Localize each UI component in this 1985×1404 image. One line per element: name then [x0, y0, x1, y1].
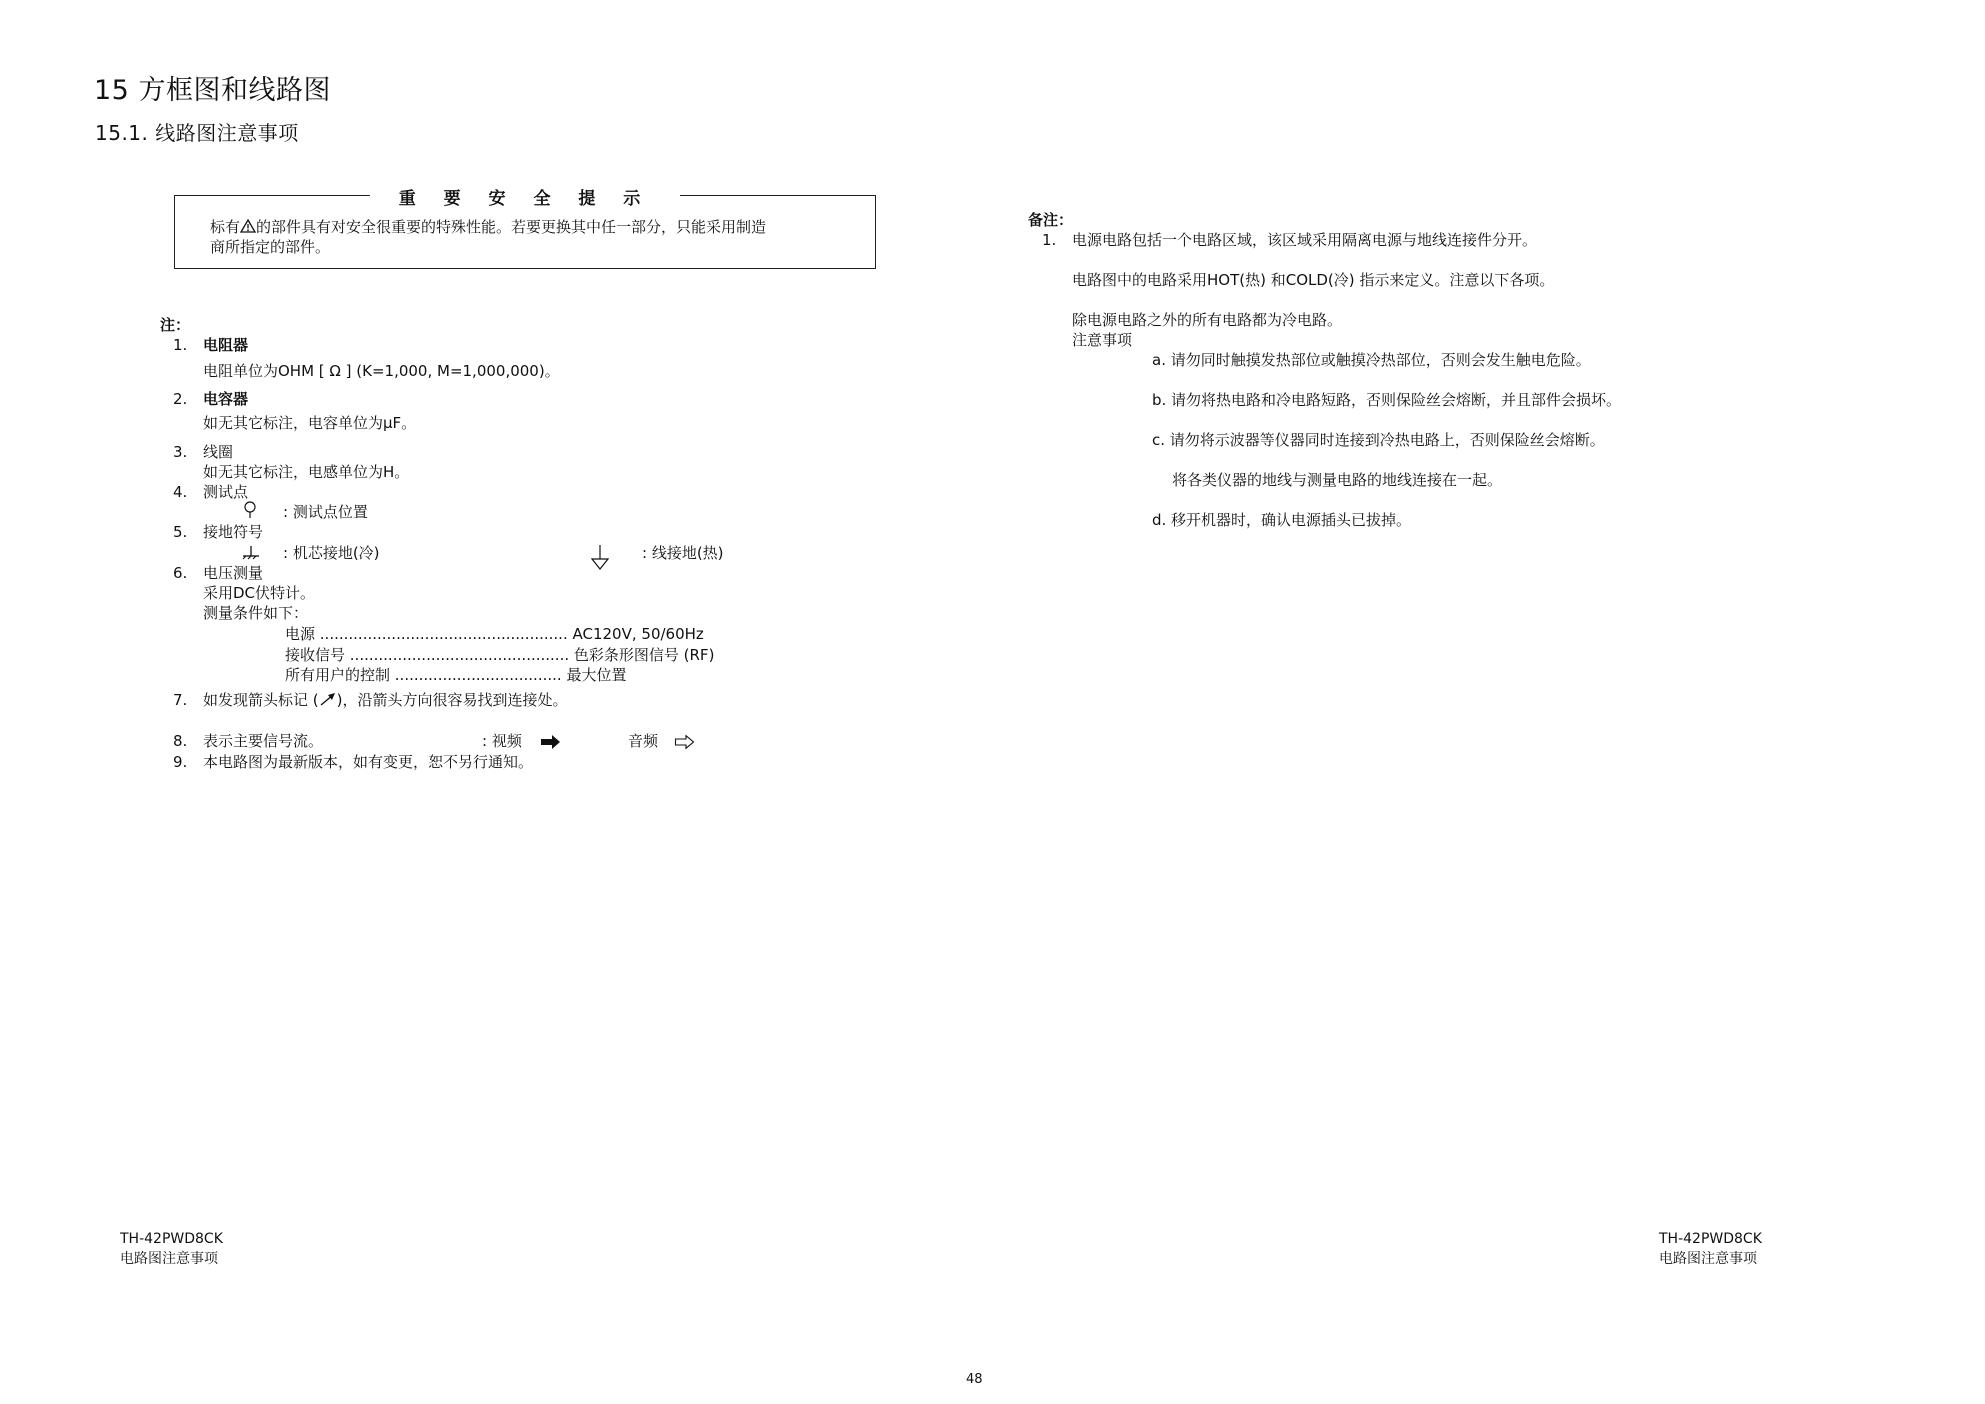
caution-a: a. 请勿同时触摸发热部位或触摸冷热部位，否则会发生触电危险。	[1152, 351, 1591, 369]
condition-value: 最大位置	[561, 666, 627, 684]
safety-notice-line2: 商所指定的部件。	[210, 238, 331, 256]
line-ground-icon	[590, 545, 610, 575]
remark-cold-circuits: 除电源电路之外的所有电路都为冷电路。	[1072, 311, 1343, 329]
video-arrow-icon	[541, 734, 561, 753]
section-title: 15.1. 线路图注意事项	[95, 121, 299, 145]
footer-model-right: TH-42PWD8CK	[1659, 1231, 1762, 1247]
coil-text: 如无其它标注，电感单位为H。	[203, 463, 410, 481]
note-number: 4.	[173, 483, 188, 501]
warning-triangle-icon	[240, 218, 256, 232]
footer-caption-right: 电路图注意事项	[1659, 1251, 1757, 1267]
chapter-title: 15 方框图和线路图	[94, 75, 331, 106]
signal-flow-text: 表示主要信号流。	[203, 732, 324, 750]
chassis-ground-text: : 机芯接地(冷)	[283, 544, 380, 562]
caution-b: b. 请勿将热电路和冷电路短路，否则保险丝会熔断，并且部件会损坏。	[1152, 391, 1622, 409]
arrow-mark-prefix: 如发现箭头标记 (	[203, 691, 319, 709]
revision-text: 本电路图为最新版本，如有变更，恕不另行通知。	[203, 753, 534, 771]
caution-c: c. 请勿将示波器等仪器同时连接到冷热电路上，否则保险丝会熔断。	[1152, 431, 1605, 449]
ground-title: 接地符号	[203, 523, 264, 541]
notes-heading: 注：	[160, 316, 191, 334]
condition-label: 接收信号	[285, 646, 346, 664]
remarks-heading: 备注：	[1028, 211, 1074, 229]
test-point-text: : 测试点位置	[283, 503, 368, 521]
note-number: 5.	[173, 523, 188, 541]
note-number: 8.	[173, 732, 188, 750]
safety-notice-title: 重 要 安 全 提 示	[370, 184, 680, 209]
condition-dots: ...................................	[390, 666, 562, 684]
arrow-mark-suffix: )，沿箭头方向很容易找到连接处。	[336, 691, 568, 709]
voltage-text-1: 采用DC伏特计。	[203, 584, 316, 602]
page-number: 48	[966, 1372, 983, 1387]
coil-title: 线圈	[203, 443, 234, 461]
line-ground-text: : 线接地(热)	[642, 544, 724, 562]
safety-line1-prefix: 标有	[210, 218, 241, 236]
condition-label: 所有用户的控制	[285, 666, 391, 684]
safety-line1-text: 的部件具有对安全很重要的特殊性能。若要更换其中任一部分，只能采用制造	[256, 218, 767, 236]
condition-row	[285, 645, 714, 665]
condition-dots: ..............................................	[345, 646, 570, 664]
diagonal-arrow-icon	[319, 691, 337, 705]
voltage-text-2: 测量条件如下：	[203, 604, 309, 622]
note-number: 7.	[173, 691, 188, 709]
condition-value: AC120V, 50/60Hz	[567, 625, 704, 643]
remark-power-circuit: 电源电路包括一个电路区域，该区域采用隔离电源与地线连接件分开。	[1072, 231, 1538, 249]
remark-hot-cold: 电路图中的电路采用HOT(热) 和COLD(冷) 指示来定义。注意以下各项。	[1072, 271, 1555, 289]
chassis-ground-icon	[242, 543, 260, 562]
caution-d: d. 移开机器时，确认电源插头已拔掉。	[1152, 511, 1412, 529]
audio-arrow-icon	[675, 734, 695, 753]
condition-row	[285, 665, 626, 685]
footer-caption-left: 电路图注意事项	[120, 1251, 218, 1267]
condition-label: 电源	[285, 625, 316, 643]
arrow-mark-text	[203, 690, 567, 710]
test-point-icon	[243, 501, 257, 523]
remark-cautions-title: 注意事项	[1072, 331, 1133, 349]
audio-label: 音频	[628, 732, 659, 750]
resistor-text: 电阻单位为OHM [ Ω ] (K=1,000, M=1,000,000)。	[203, 362, 560, 380]
note-number: 1.	[173, 336, 188, 354]
condition-dots: ....................................................	[315, 625, 568, 643]
video-label: : 视频	[482, 732, 522, 750]
condition-value: 色彩条形图信号 (RF)	[569, 646, 715, 664]
condition-row	[285, 624, 704, 644]
voltage-title: 电压测量	[203, 564, 264, 582]
note-number: 1.	[1042, 231, 1057, 249]
note-number: 2.	[173, 390, 188, 408]
note-number: 3.	[173, 443, 188, 461]
resistor-title: 电阻器	[203, 336, 249, 354]
note-number: 9.	[173, 753, 188, 771]
safety-notice-line1	[210, 217, 766, 237]
caution-c-continued: 将各类仪器的地线与测量电路的地线连接在一起。	[1172, 471, 1503, 489]
note-number: 6.	[173, 564, 188, 582]
capacitor-title: 电容器	[203, 390, 249, 408]
capacitor-text: 如无其它标注，电容单位为μF。	[203, 414, 417, 432]
footer-model-left: TH-42PWD8CK	[120, 1231, 223, 1247]
test-point-title: 测试点	[203, 483, 249, 501]
